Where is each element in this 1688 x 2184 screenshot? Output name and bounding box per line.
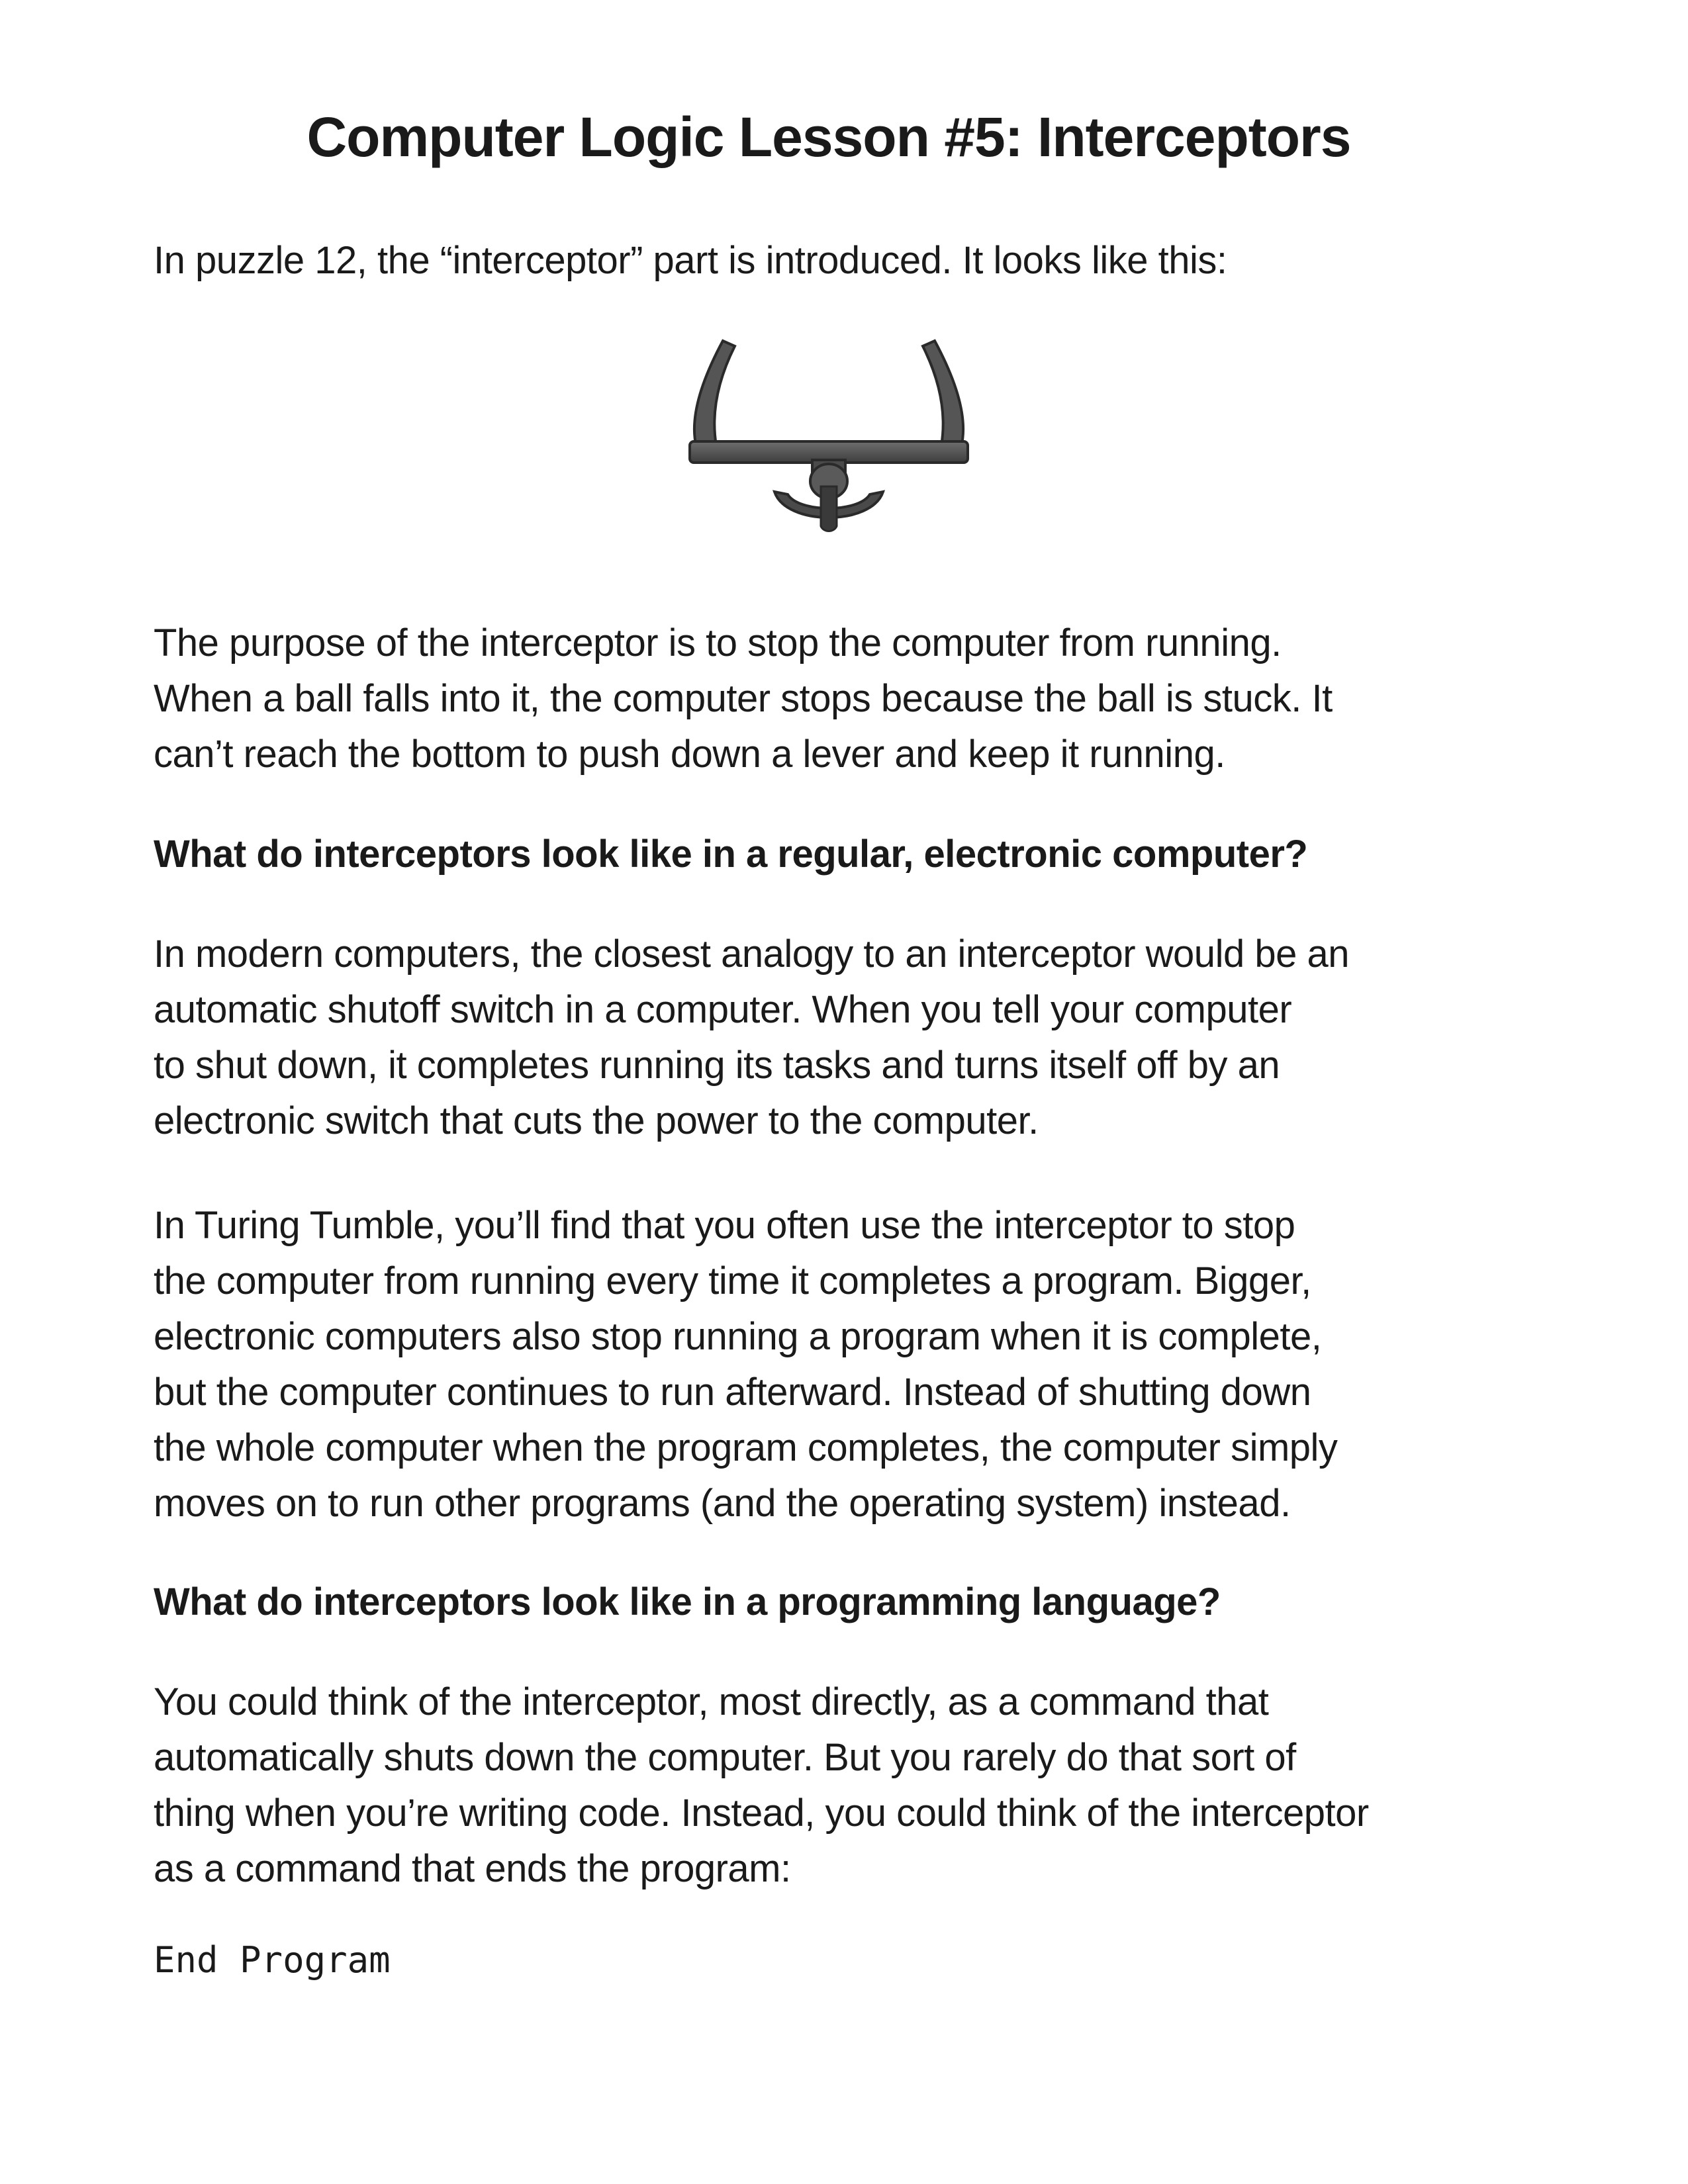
text-line: can’t reach the bottom to push down a lever and keep it running. xyxy=(154,733,1225,776)
text-line: In Turing Tumble, you’ll find that you often use the interceptor to stop xyxy=(154,1204,1295,1247)
text-line: the computer from running every time it completes a program. Bigger, xyxy=(154,1259,1311,1302)
text-line: moves on to run other programs (and the operating system) instead. xyxy=(154,1482,1291,1525)
text-line: electronic switch that cuts the power to the computer. xyxy=(154,1099,1039,1142)
text-line: as a command that ends the program: xyxy=(154,1847,791,1890)
interceptor-part-icon xyxy=(677,328,981,539)
text-line: electronic computers also stop running a program when it is complete, xyxy=(154,1315,1322,1358)
turing-tumble-paragraph xyxy=(154,1198,1537,1531)
text-line: the whole computer when the program completes, the computer simply xyxy=(154,1426,1338,1469)
text-line: You could think of the interceptor, most directly, as a command that xyxy=(154,1680,1269,1723)
text-line: The purpose of the interceptor is to stop the computer from running. xyxy=(154,621,1282,664)
text-line: but the computer continues to run afterward. Instead of shutting down xyxy=(154,1371,1311,1414)
section-heading-electronic: What do interceptors look like in a regular, electronic computer? xyxy=(154,833,1308,876)
text-line: thing when you’re writing code. Instead, you could think of the interceptor xyxy=(154,1792,1369,1835)
text-line: In modern computers, the closest analogy to an interceptor would be an xyxy=(154,933,1349,976)
page-title: Computer Logic Lesson #5: Interceptors xyxy=(306,106,1351,168)
text-line: automatic shutoff switch in a computer. When you tell your computer xyxy=(154,988,1292,1031)
intro-paragraph: In puzzle 12, the “interceptor” part is introduced. It looks like this: xyxy=(154,239,1227,282)
purpose-paragraph xyxy=(154,615,1537,782)
text-line: automatically shuts down the computer. But you rarely do that sort of xyxy=(154,1736,1296,1779)
text-line: to shut down, it completes running its tasks and turns itself off by an xyxy=(154,1044,1280,1087)
text-line: When a ball falls into it, the computer stops because the ball is stuck. It xyxy=(154,677,1333,720)
analogy-paragraph xyxy=(154,927,1537,1149)
code-snippet: End Program xyxy=(154,1939,391,1981)
programming-paragraph xyxy=(154,1674,1537,1897)
section-heading-programming: What do interceptors look like in a programming language? xyxy=(154,1580,1221,1623)
